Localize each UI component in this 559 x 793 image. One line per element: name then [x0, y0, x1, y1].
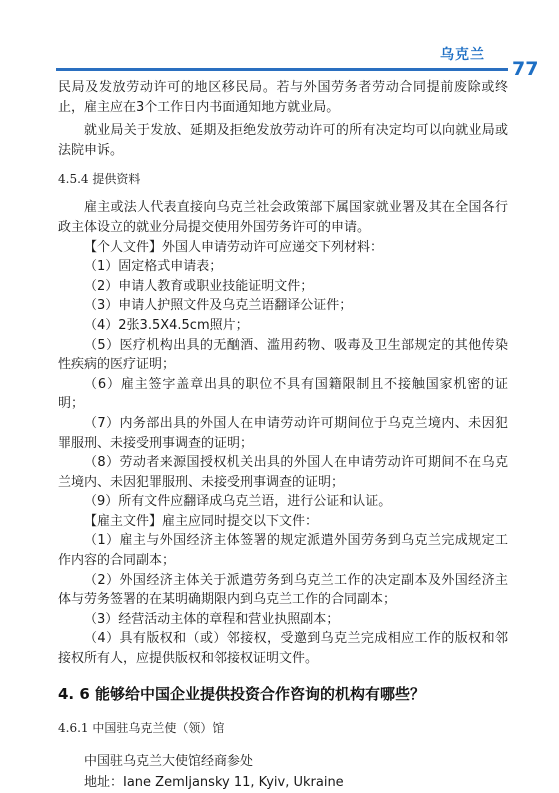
list-item: （2）外国经济主体关于派遣劳务到乌克兰工作的决定副本及外国经济主体与劳务签署的在某明确期限内到乌克兰工作的合同副本；: [58, 572, 508, 608]
embassy-name: 中国驻乌克兰大使馆经商参处: [84, 753, 254, 769]
page-content: [58, 78, 508, 793]
list-item: （6）雇主签字盖章出具的职位不具有国籍限制且不接触国家机密的证明；: [58, 376, 508, 412]
personal-docs-intro: 【个人文件】外国人申请劳动许可应递交下列材料：: [84, 239, 384, 255]
list-item: （8）劳动者来源国授权机关出具的外国人在申请劳动许可期间不在乌克兰境内、未因犯罪服刑、未接受刑事调查的证明；: [58, 455, 508, 490]
embassy-address: 地址：Iane Zemljansky 11, Kyiv, Ukraine: [84, 774, 344, 790]
list-item: （4）2张3.5X4.5cm照片；: [84, 317, 249, 333]
list-item: （5）医疗机构出具的无酗酒、滥用药物、吸毒及卫生部规定的其他传染性疾病的医疗证明；: [58, 337, 508, 373]
list-item: （2）申请人教育或职业技能证明文件；: [84, 278, 314, 294]
header-rule: [56, 68, 508, 71]
list-item: （1）固定格式申请表；: [84, 259, 223, 275]
list-item: （3）申请人护照文件及乌克兰语翻译公证件；: [84, 298, 353, 314]
subheading-4-5-4: 4.5.4 提供资料: [58, 172, 141, 187]
section-heading-4-6: 4. 6 能够给中国企业提供投资合作咨询的机构有哪些？: [58, 684, 426, 703]
header-country: 乌克兰: [440, 47, 485, 63]
paragraph-application: 雇主或法人代表直接向乌克兰社会政策部下属国家就业署及其在全国各行政主体设立的就业分局提交使用外国劳务许可的申请。: [58, 200, 508, 235]
paragraph-appeal: 就业局关于发放、延期及拒绝发放劳动许可的所有决定均可以向就业局或法院申诉。: [58, 123, 508, 158]
page-number: 77: [512, 58, 539, 80]
subheading-4-6-1: 4.6.1 中国驻乌克兰使（领）馆: [58, 720, 225, 735]
list-item: （4）具有版权和（或）邻接权，受邀到乌克兰完成相应工作的版权和邻接权所有人，应提供版权和邻接权证明文件。: [58, 631, 508, 667]
list-item: （3）经营活动主体的章程和营业执照副本；: [84, 611, 340, 627]
personal-docs-list: [58, 257, 508, 512]
employer-docs-intro: 【雇主文件】雇主应同时提交以下文件：: [84, 513, 319, 529]
list-item: （9）所有文件应翻译成乌克兰语，进行公证和认证。: [84, 494, 392, 510]
employer-docs-list: [58, 531, 508, 668]
list-item: （1）雇主与外国经济主体签署的规定派遣外国劳务到乌克兰完成规定工作内容的合同副本；: [58, 533, 508, 569]
paragraph-migration: 民局及发放劳动许可的地区移民局。若与外国劳务者劳动合同提前废除或终止，雇主应在3个工作日内书面通知地方就业局。: [58, 80, 508, 115]
list-item: （7）内务部出具的外国人在申请劳动许可期间位于乌克兰境内、未因犯罪服刑、未接受刑事调查的证明；: [58, 415, 508, 451]
